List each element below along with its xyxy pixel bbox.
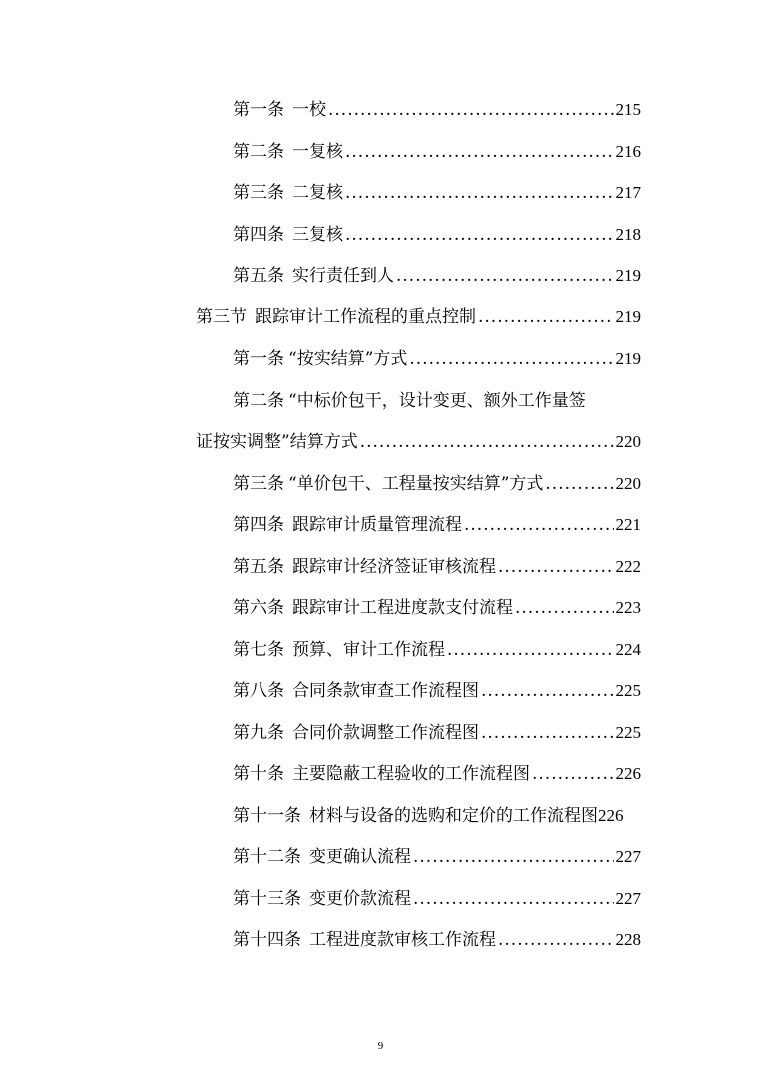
toc-entry-title: “单价包干、工程量按实结算”方式 (288, 474, 544, 494)
dot-leader (409, 346, 613, 372)
toc-entry[interactable] (233, 263, 641, 289)
toc-entry-title: 跟踪审计经济签证审核流程 (292, 557, 496, 577)
toc-entry-number: 第三条 (233, 474, 284, 494)
toc-entry[interactable] (233, 346, 641, 372)
dot-leader (481, 678, 614, 704)
toc-entry-page: 219 (615, 349, 641, 368)
toc-entry-page: 216 (615, 142, 641, 161)
dot-leader (447, 637, 614, 663)
toc-entry-number: 第五条 (233, 557, 284, 577)
dot-leader (478, 304, 614, 330)
toc-entry-title: 预算、审计工作流程 (292, 640, 445, 660)
toc-entry[interactable] (233, 886, 641, 912)
dot-leader (345, 222, 614, 248)
toc-entry-number: 第四条 (233, 515, 284, 535)
toc-entry-number: 第五条 (233, 266, 284, 286)
page-number: 9 (377, 1040, 384, 1052)
toc-entry-page: 223 (615, 598, 641, 617)
dot-leader (328, 97, 614, 123)
toc-entry-number: 第十二条 (233, 847, 301, 867)
toc-entry-number: 第四条 (233, 225, 284, 245)
toc-entry-number: 第十一条 (233, 806, 301, 826)
toc-entry[interactable] (233, 554, 641, 580)
dot-leader (413, 844, 614, 870)
toc-entry-title: 工程进度款审核工作流程 (309, 930, 496, 950)
toc-entry-title: 合同价款调整工作流程图 (292, 723, 479, 743)
toc-entry-page: 219 (615, 307, 641, 326)
toc-entry-number: 第三条 (233, 183, 284, 203)
dot-leader (481, 720, 614, 746)
toc-entry[interactable] (233, 678, 641, 704)
toc-entry-page: 226 (615, 764, 641, 783)
toc-entry[interactable] (233, 512, 641, 538)
toc-entry-title: 主要隐蔽工程验收的工作流程图 (292, 764, 530, 784)
toc-entry-page: 228 (615, 930, 641, 949)
toc-entry-page: 224 (615, 640, 641, 659)
dot-leader (498, 927, 614, 953)
dot-leader (532, 761, 614, 787)
toc-entry-title: 跟踪审计工作流程的重点控制 (255, 307, 476, 327)
toc-entry[interactable] (233, 844, 641, 870)
toc-entry-number: 第三节 (196, 307, 247, 327)
dot-leader (464, 512, 614, 538)
toc-entry-page: 217 (615, 183, 641, 202)
dot-leader (413, 886, 614, 912)
toc-entry-title: 一复核 (292, 142, 343, 162)
toc-entry-page: 218 (615, 225, 641, 244)
toc-entry-page: 225 (615, 681, 641, 700)
toc-entry-page: 215 (615, 100, 641, 119)
toc-entry-number: 第十四条 (233, 930, 301, 950)
toc-entry-number: 第十三条 (233, 889, 301, 909)
dot-leader (396, 263, 614, 289)
dot-leader (360, 429, 614, 455)
toc-entry-title: 材料与设备的选购和定价的工作流程图 (309, 806, 598, 826)
toc-entry[interactable] (233, 927, 641, 953)
toc-entry-number: 第六条 (233, 598, 284, 618)
toc-entry-title: “按实结算”方式 (288, 349, 408, 369)
dot-leader (545, 471, 613, 497)
toc-entry-number: 第二条 (233, 142, 284, 162)
toc-entry-title: 二复核 (292, 183, 343, 203)
toc-entry[interactable] (233, 637, 641, 663)
dot-leader (345, 180, 614, 206)
toc-entry-number: 第一条 (233, 349, 284, 369)
toc-entry-page: 222 (615, 557, 641, 576)
toc-entry-number: 第一条 (233, 100, 284, 120)
toc-entry[interactable] (233, 471, 641, 497)
toc-section-entry[interactable] (196, 304, 641, 330)
toc-entry-title: 证按实调整”结算方式 (196, 432, 358, 452)
toc-entry[interactable] (233, 803, 624, 829)
toc-entry-page: 221 (615, 515, 641, 534)
toc-entry-title: 跟踪审计质量管理流程 (292, 515, 462, 535)
toc-entry-title: 实行责任到人 (292, 266, 394, 286)
toc-entry-page: 227 (615, 889, 641, 908)
toc-entry-title: 一校 (292, 100, 326, 120)
dot-leader (498, 554, 614, 580)
toc-entry-page: 219 (615, 266, 641, 285)
toc-entry-number: 第二条 (233, 391, 284, 411)
toc-entry-number: 第八条 (233, 681, 284, 701)
toc-entry-title: 合同条款审查工作流程图 (292, 681, 479, 701)
toc-entry-page: 220 (615, 474, 641, 493)
toc-entry[interactable] (233, 388, 586, 414)
toc-entry-number: 第十条 (233, 764, 284, 784)
toc-entry-title: 跟踪审计工程进度款支付流程 (292, 598, 513, 618)
toc-entry[interactable] (233, 222, 641, 248)
dot-leader (345, 139, 614, 165)
toc-entry[interactable] (233, 595, 641, 621)
toc-entry[interactable] (233, 180, 641, 206)
toc-entry-continuation[interactable] (196, 429, 641, 455)
toc-entry[interactable] (233, 139, 641, 165)
toc-entry-page: 220 (615, 432, 641, 451)
toc-entry-title: 变更确认流程 (309, 847, 411, 867)
toc-entry-page: 226 (598, 806, 624, 825)
toc-entry-title: 三复核 (292, 225, 343, 245)
toc-entry-title: “中标价包干，设计变更、额外工作量签 (288, 391, 586, 411)
toc-entry-page: 225 (615, 723, 641, 742)
toc-entry[interactable] (233, 97, 641, 123)
toc-entry[interactable] (233, 761, 641, 787)
toc-entry-number: 第九条 (233, 723, 284, 743)
toc-entry-title: 变更价款流程 (309, 889, 411, 909)
toc-entry-number: 第七条 (233, 640, 284, 660)
toc-entry[interactable] (233, 720, 641, 746)
dot-leader (515, 595, 614, 621)
toc-entry-page: 227 (615, 847, 641, 866)
